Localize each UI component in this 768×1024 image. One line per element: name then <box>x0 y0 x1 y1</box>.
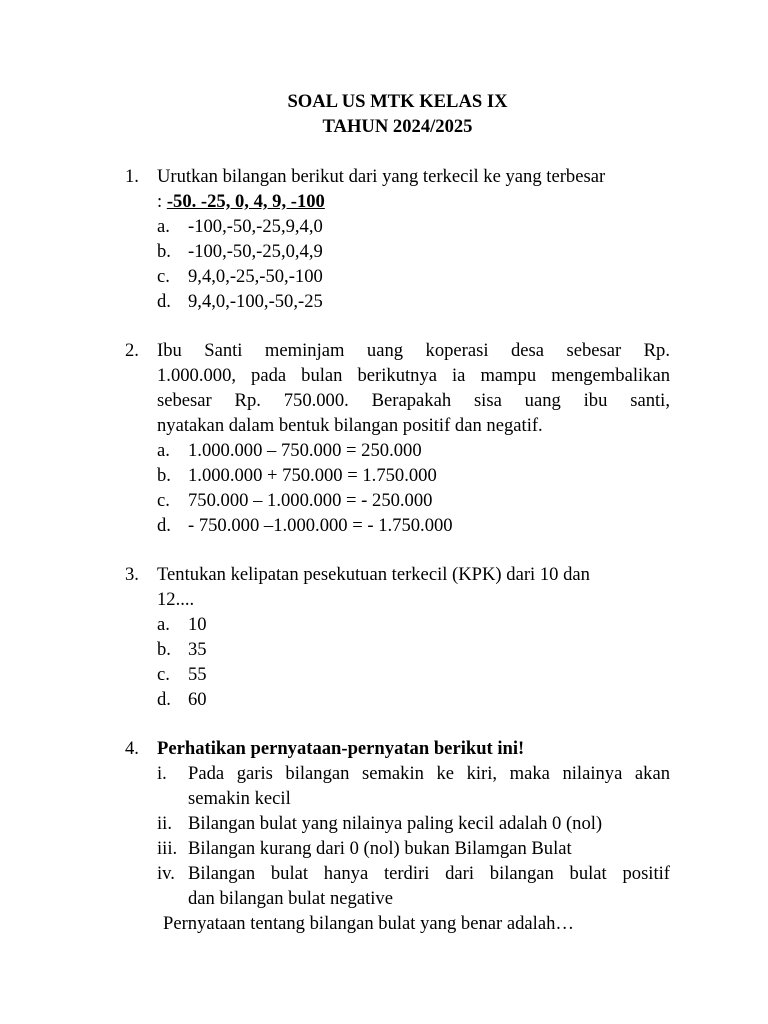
option-d <box>125 289 670 314</box>
statement-text-line: Pada garis bilangan semakin ke kiri, maka nilainya akan <box>188 763 670 784</box>
question-stem <box>125 338 670 438</box>
option-text: 55 <box>188 664 207 685</box>
statement-ii <box>125 811 670 836</box>
option-c <box>125 264 670 289</box>
option-c <box>125 488 670 513</box>
question-4 <box>125 736 670 911</box>
option-text: 60 <box>188 689 207 710</box>
option-d <box>125 513 670 538</box>
option-label: a. <box>157 614 170 635</box>
document-subtitle: TAHUN 2024/2025 <box>322 116 473 137</box>
question-number: 3. <box>125 564 139 585</box>
option-label: a. <box>157 440 170 461</box>
option-label: a. <box>157 216 170 237</box>
option-a <box>125 438 670 463</box>
question-text-emphasis-line <box>157 189 670 214</box>
question-number: 4. <box>125 738 139 759</box>
question-stem <box>125 562 670 612</box>
option-label: c. <box>157 266 170 287</box>
question-number: 2. <box>125 340 139 361</box>
statement-text-line: Bilangan bulat hanya terdiri dari bilangan bulat positif <box>188 863 670 884</box>
option-label: b. <box>157 639 171 660</box>
question-stem <box>125 164 670 214</box>
option-text: - 750.000 –1.000.000 = - 1.750.000 <box>188 515 453 536</box>
option-text: 9,4,0,-25,-50,-100 <box>188 266 323 287</box>
question-text: Perhatikan pernyataan-pernyatan berikut ini! <box>157 738 525 759</box>
number-sequence: -50. -25, 0, 4, 9, -100 <box>166 191 325 212</box>
statement-label: iii. <box>157 838 178 859</box>
statement-label: i. <box>157 763 167 784</box>
statement-text-line: dan bilangan bulat negative <box>188 888 393 909</box>
option-c <box>125 662 670 687</box>
option-text: -100,-50,-25,9,4,0 <box>188 216 323 237</box>
statement-label: iv. <box>157 863 175 884</box>
question-text-line: Ibu Santi meminjam uang koperasi desa sebesar Rp. <box>157 340 670 361</box>
option-label: b. <box>157 241 171 262</box>
option-a <box>125 214 670 239</box>
question-text-line: 12.... <box>157 589 195 610</box>
question-text-line: Tentukan kelipatan pesekutuan terkecil (KPK) dari 10 dan <box>157 564 590 585</box>
option-a <box>125 612 670 637</box>
option-b <box>125 463 670 488</box>
option-text: 1.000.000 + 750.000 = 1.750.000 <box>188 465 437 486</box>
option-b <box>125 637 670 662</box>
option-label: c. <box>157 664 170 685</box>
question-text: Urutkan bilangan berikut dari yang terkecil ke yang terbesar <box>157 166 606 187</box>
question-2 <box>125 338 670 538</box>
document-title: SOAL US MTK KELAS IX <box>287 91 508 112</box>
question-4-closing-prompt: Pernyataan tentang bilangan bulat yang benar adalah… <box>163 913 574 934</box>
option-text: 35 <box>188 639 207 660</box>
option-label: d. <box>157 689 171 710</box>
option-label: d. <box>157 291 171 312</box>
option-text: 1.000.000 – 750.000 = 250.000 <box>188 440 422 461</box>
option-text: -100,-50,-25,0,4,9 <box>188 241 323 262</box>
question-text-line: nyatakan dalam bentuk bilangan positif dan negatif. <box>157 415 543 436</box>
option-d <box>125 687 670 712</box>
statement-iv <box>125 861 670 911</box>
statement-text-line: Bilangan bulat yang nilainya paling kecil adalah 0 (nol) <box>188 813 603 834</box>
option-text: 9,4,0,-100,-50,-25 <box>188 291 323 312</box>
statement-label: ii. <box>157 813 172 834</box>
option-label: b. <box>157 465 171 486</box>
statement-text-line: semakin kecil <box>188 788 291 809</box>
question-number: 1. <box>125 166 139 187</box>
statement-text-line: Bilangan kurang dari 0 (nol) bukan Bilamgan Bulat <box>188 838 572 859</box>
prefix-colon: : <box>157 191 167 212</box>
option-label: d. <box>157 515 171 536</box>
option-b <box>125 239 670 264</box>
option-text: 750.000 – 1.000.000 = - 250.000 <box>188 490 433 511</box>
question-1 <box>125 164 670 314</box>
question-stem <box>125 736 670 761</box>
question-3 <box>125 562 670 712</box>
question-text-line: sebesar Rp. 750.000. Berapakah sisa uang ibu santi, <box>157 390 670 411</box>
option-label: c. <box>157 490 170 511</box>
statement-iii <box>125 836 670 861</box>
option-text: 10 <box>188 614 207 635</box>
question-text-line: 1.000.000, pada bulan berikutnya ia mampu mengembalikan <box>157 365 670 386</box>
statement-i <box>125 761 670 811</box>
